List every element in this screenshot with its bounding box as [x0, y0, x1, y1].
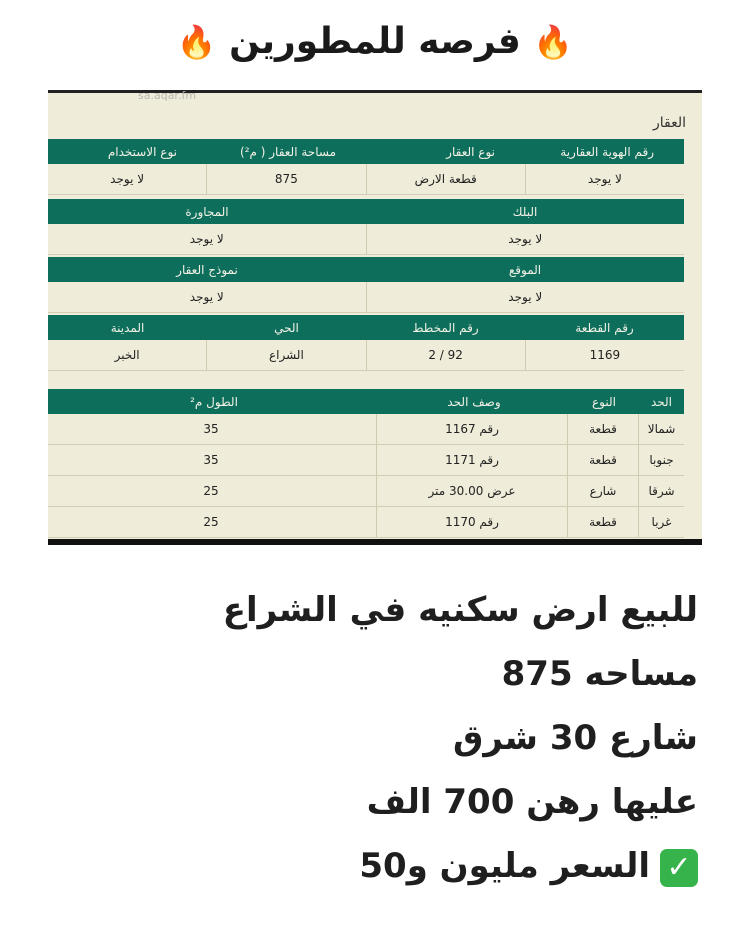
- header-cell: مساحة العقار ( م²): [240, 144, 336, 159]
- table-row: [48, 507, 684, 538]
- listing-line: مساحه 875: [501, 654, 698, 694]
- header-cell: الحي: [274, 320, 299, 335]
- header-cell: رقم القطعة: [575, 320, 634, 335]
- header-cell: رقم الهوية العقارية: [560, 144, 654, 159]
- table-row: [48, 282, 684, 313]
- value-cell: قطعة الارض: [367, 164, 526, 194]
- boundaries-table: [48, 389, 684, 538]
- length-cell: 35: [46, 445, 377, 475]
- value-cell: 92 / 2: [367, 340, 526, 370]
- table-row: [48, 164, 684, 195]
- type-cell: قطعة: [568, 445, 639, 475]
- header-cell: البلك: [512, 204, 538, 219]
- value-cell: لا يوجد: [508, 232, 543, 246]
- block-table: [48, 199, 684, 255]
- length-cell: 25: [46, 507, 377, 537]
- header-cell: نموذج العقار: [176, 262, 238, 277]
- desc-cell: عرض 30.00 متر: [377, 476, 568, 506]
- header-cell: وصف الحد: [447, 394, 501, 409]
- length-cell: 35: [46, 414, 377, 444]
- watermark: sa.aqar.fm: [138, 89, 197, 102]
- type-cell: قطعة: [568, 507, 639, 537]
- table-row: [48, 476, 684, 507]
- value-cell: لا يوجد: [587, 172, 622, 186]
- section-title: العقار: [652, 115, 686, 131]
- side-cell: غربا: [651, 515, 672, 529]
- header-cell: النوع: [592, 394, 616, 409]
- type-cell: شارع: [568, 476, 639, 506]
- listing-line: شارع 30 شرق: [453, 718, 698, 758]
- header-cell: الطول م²: [190, 394, 238, 409]
- side-cell: شرقا: [648, 484, 675, 498]
- desc-cell: رقم 1167: [377, 414, 568, 444]
- header-cell: المجاورة: [185, 204, 229, 219]
- price-text: السعر مليون و50: [359, 846, 650, 886]
- value-cell: 875: [207, 164, 366, 194]
- table-header-row: [48, 315, 684, 340]
- post-title-text: فرصه للمطورين: [229, 21, 521, 62]
- header-cell: رقم المخطط: [412, 320, 479, 335]
- value-cell: لا يوجد: [48, 282, 367, 312]
- check-mark-icon: ✓: [660, 849, 698, 887]
- table-header-row: [48, 257, 684, 282]
- table-row: [48, 414, 684, 445]
- desc-cell: رقم 1170: [377, 507, 568, 537]
- table-row: [48, 340, 684, 371]
- post-title: [0, 14, 750, 70]
- price-line: [223, 834, 698, 898]
- listing-description: [223, 578, 698, 898]
- value-cell: الشراع: [207, 340, 366, 370]
- side-cell: جنوبا: [649, 453, 674, 467]
- value-cell: لا يوجد: [48, 224, 367, 254]
- property-info-table: [48, 139, 684, 195]
- table-header-row: [48, 199, 684, 224]
- value-cell: 1169: [589, 348, 621, 362]
- table-row: [48, 224, 684, 255]
- listing-line: عليها رهن 700 الف: [366, 782, 698, 822]
- fire-icon: 🔥: [533, 23, 574, 61]
- value-cell: لا يوجد: [508, 290, 543, 304]
- listing-line: للبيع ارض سكنيه في الشراع: [222, 590, 698, 630]
- table-row: [48, 445, 684, 476]
- side-cell: شمالا: [647, 422, 676, 436]
- table-header-row: [48, 139, 684, 164]
- value-cell: الخبر: [48, 340, 207, 370]
- desc-cell: رقم 1171: [377, 445, 568, 475]
- value-cell: لا يوجد: [48, 164, 207, 194]
- plot-table: [48, 315, 684, 371]
- header-cell: الموقع: [508, 262, 542, 277]
- property-deed-image: [48, 90, 702, 545]
- header-cell: نوع الاستخدام: [107, 144, 177, 159]
- location-table: [48, 257, 684, 313]
- table-header-row: [48, 389, 684, 414]
- header-cell: نوع العقار: [446, 144, 495, 159]
- header-cell: المدينة: [110, 320, 145, 335]
- header-cell: الحد: [650, 394, 673, 409]
- fire-icon: 🔥: [176, 23, 217, 61]
- type-cell: قطعة: [568, 414, 639, 444]
- length-cell: 25: [46, 476, 377, 506]
